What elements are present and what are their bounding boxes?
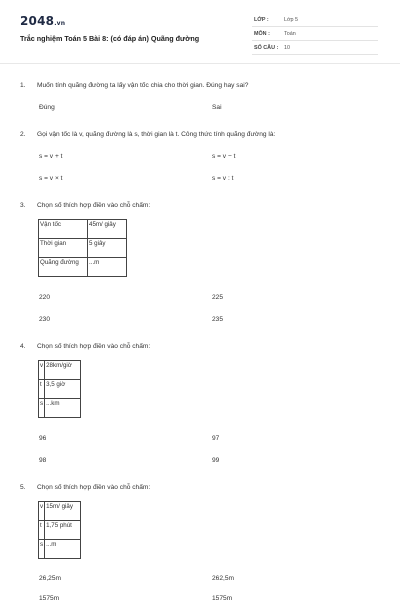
question-number: 5. xyxy=(20,484,26,491)
question-text: Muốn tính quãng đường ta lấy vận tốc chia cho thời gian. Đúng hay sai? xyxy=(37,82,249,89)
question-text: Gọi vận tốc là v, quãng đường là s, thời gian là t. Công thức tính quãng đường là: xyxy=(37,131,276,138)
table-row xyxy=(39,239,127,258)
meta-class-label: LỚP : xyxy=(254,17,269,23)
table-cell: v xyxy=(39,502,45,521)
header-divider xyxy=(0,63,400,64)
table-row xyxy=(39,502,81,521)
table-cell: s xyxy=(39,399,45,418)
question-text: Chọn số thích hợp điền vào chỗ chấm: xyxy=(37,202,151,209)
meta-count-value: 10 xyxy=(284,45,290,51)
table-cell: 3,5 giờ xyxy=(45,380,81,399)
table-cell: s xyxy=(39,540,45,559)
q3-option-b[interactable]: 225 xyxy=(212,294,224,301)
table-row xyxy=(39,521,81,540)
question-number: 2. xyxy=(20,131,26,138)
question-number: 3. xyxy=(20,202,26,209)
q2-option-a[interactable]: s = v + t xyxy=(39,153,63,160)
table-cell: ...m xyxy=(45,540,81,559)
q2-option-d[interactable]: s = v : t xyxy=(212,175,234,182)
question-text: Chọn số thích hợp điền vào chỗ chấm: xyxy=(37,343,151,350)
meta-subject xyxy=(252,28,378,41)
q5-option-b[interactable]: 262,5m xyxy=(212,575,234,582)
q2-option-b[interactable]: s = v − t xyxy=(212,153,236,160)
page-header xyxy=(0,0,400,62)
question-number: 1. xyxy=(20,82,26,89)
table-cell: t xyxy=(39,521,45,540)
table-row xyxy=(39,220,127,239)
table-cell: Quãng đường xyxy=(39,258,88,277)
q4-table xyxy=(38,360,81,418)
q5-option-c[interactable]: 1575m xyxy=(39,595,60,600)
meta-subject-label: MÔN : xyxy=(254,31,270,37)
table-cell: 1,75 phút xyxy=(45,521,81,540)
logo-main: 2048 xyxy=(20,14,55,28)
meta-subject-value: Toán xyxy=(284,31,296,37)
question-text: Chọn số thích hợp điền vào chỗ chấm: xyxy=(37,484,151,491)
table-row xyxy=(39,540,81,559)
question-number: 4. xyxy=(20,343,26,350)
table-cell: Thời gian xyxy=(39,239,88,258)
q5-table xyxy=(38,501,81,559)
q3-table xyxy=(38,219,127,277)
document-title: Trắc nghiệm Toán 5 Bài 8: (có đáp án) Quãng đường xyxy=(20,34,200,43)
table-row xyxy=(39,258,127,277)
table-row xyxy=(39,361,81,380)
q1-option-a[interactable]: Đúng xyxy=(39,104,55,111)
table-cell: 15m/ giây xyxy=(45,502,81,521)
table-row xyxy=(39,380,81,399)
q4-option-a[interactable]: 96 xyxy=(39,435,47,442)
q2-option-c[interactable]: s = v × t xyxy=(39,175,63,182)
q5-option-a[interactable]: 26,25m xyxy=(39,575,61,582)
table-cell: ...km xyxy=(45,399,81,418)
table-row xyxy=(39,399,81,418)
site-logo[interactable] xyxy=(20,14,65,28)
q4-option-d[interactable]: 99 xyxy=(212,457,220,464)
q3-option-c[interactable]: 230 xyxy=(39,316,51,323)
q5-option-d[interactable]: 1575m xyxy=(212,595,233,600)
q4-option-b[interactable]: 97 xyxy=(212,435,220,442)
logo-sub: .vn xyxy=(54,20,66,27)
q4-option-c[interactable]: 98 xyxy=(39,457,47,464)
meta-count xyxy=(252,42,378,55)
meta-class xyxy=(252,14,378,27)
table-cell: Vận tốc xyxy=(39,220,88,239)
meta-class-value: Lớp 5 xyxy=(284,17,299,23)
table-cell: 28km/giờ xyxy=(45,361,81,380)
table-cell: v xyxy=(39,361,45,380)
table-cell: 45m/ giây xyxy=(88,220,127,239)
table-cell: ...m xyxy=(88,258,127,277)
q3-option-a[interactable]: 220 xyxy=(39,294,51,301)
meta-count-label: SỐ CÂU : xyxy=(254,45,279,51)
table-cell: 5 giây xyxy=(88,239,127,258)
q3-option-d[interactable]: 235 xyxy=(212,316,224,323)
q1-option-b[interactable]: Sai xyxy=(212,104,222,111)
table-cell: t xyxy=(39,380,45,399)
